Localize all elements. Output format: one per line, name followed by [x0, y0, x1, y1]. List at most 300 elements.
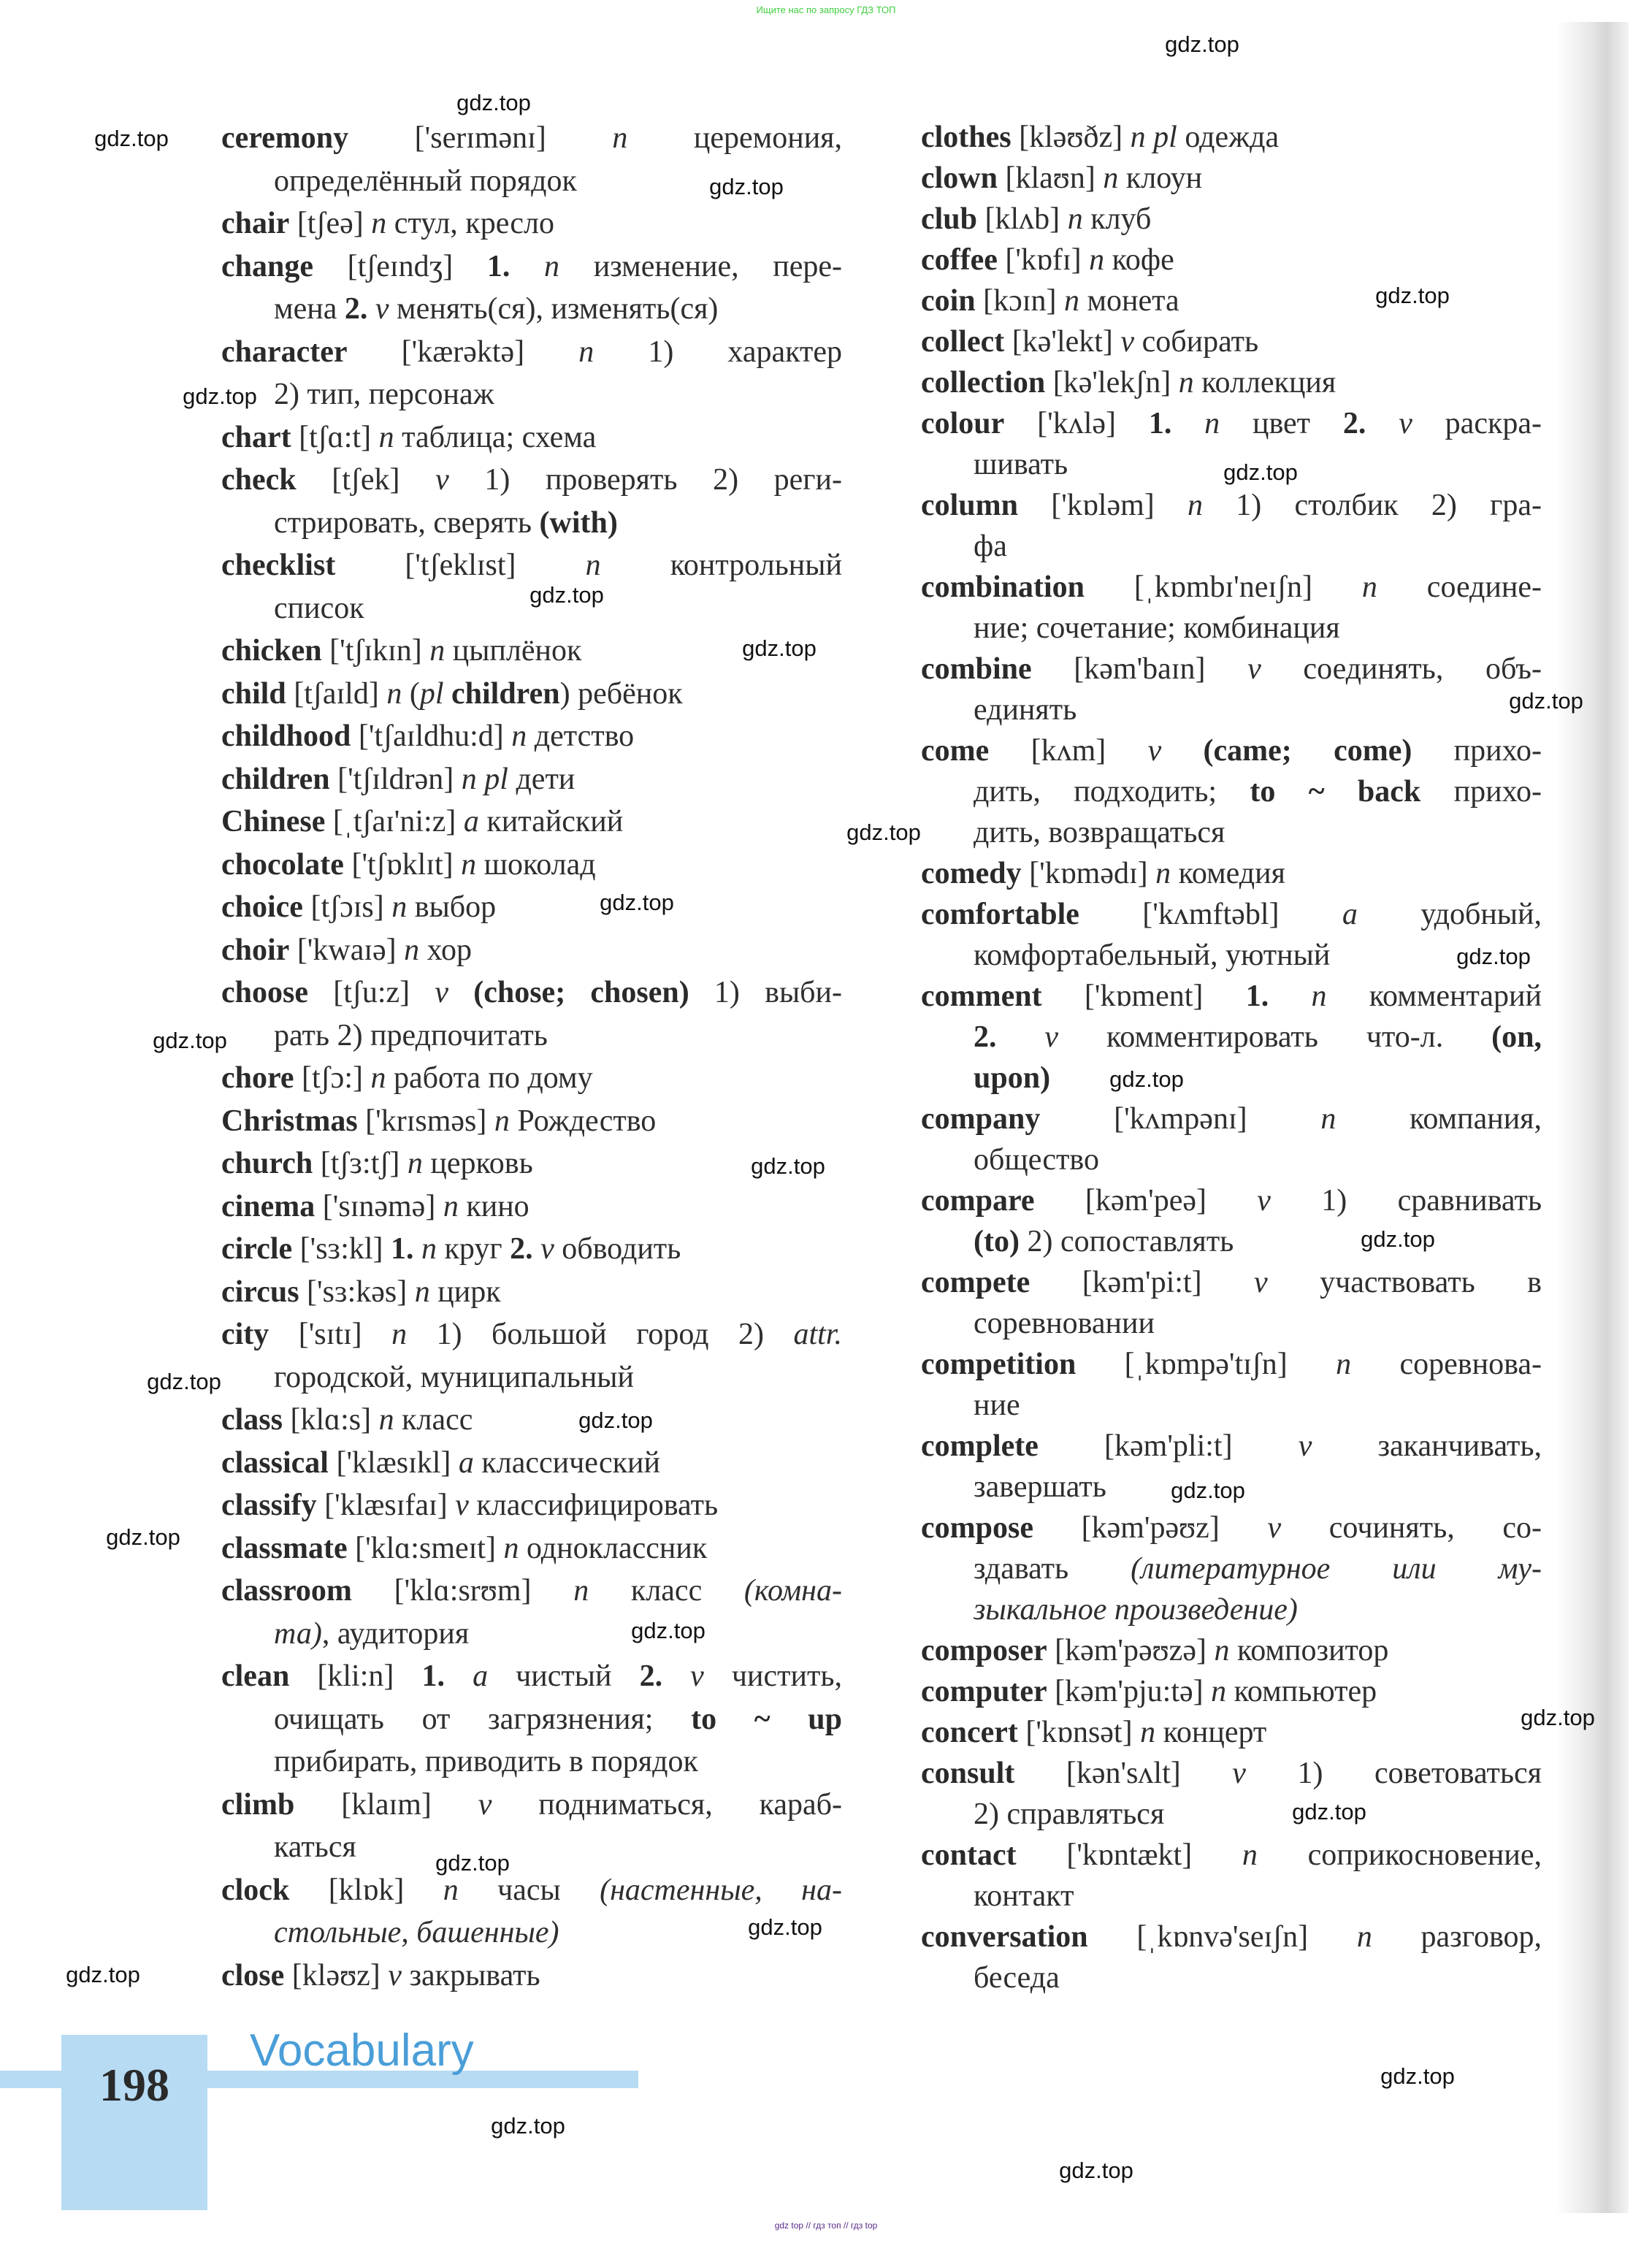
grammar-label: та): [274, 1616, 322, 1651]
dictionary-entry: [921, 567, 1542, 649]
entry-line: [921, 158, 1542, 199]
grammar-label: v: [435, 463, 449, 497]
bold-text: (on,: [1491, 1020, 1542, 1054]
headword: check: [221, 463, 297, 497]
grammar-label: n: [1178, 366, 1194, 400]
entry-line: [921, 1548, 1542, 1589]
entry-line: [221, 929, 842, 972]
dictionary-entry: [921, 240, 1542, 280]
entry-text: круг: [437, 1232, 510, 1266]
entry-text: композитор: [1229, 1634, 1389, 1667]
watermark: gdz.top: [1361, 1226, 1435, 1252]
entry-text: ) ребёнок: [559, 676, 683, 711]
grammar-label: n: [612, 121, 628, 155]
entry-line: [221, 373, 842, 416]
entry-text: [1171, 407, 1204, 440]
entry-text: мена: [274, 292, 345, 326]
grammar-label: n: [386, 676, 402, 711]
dictionary-entry: [921, 485, 1542, 567]
entry-line: [921, 1221, 1542, 1262]
entry-text: дить, возвращаться: [974, 816, 1225, 849]
entry-text: ['sɪtɪ]: [269, 1318, 392, 1351]
grammar-label: v: [1147, 734, 1162, 768]
entry-line: [221, 1185, 842, 1229]
watermark: gdz.top: [751, 1153, 825, 1179]
grammar-label: a: [463, 805, 479, 838]
entry-text: комфортабельный, уютный: [974, 939, 1331, 972]
headword: clean: [221, 1659, 290, 1693]
bold-text: (to): [974, 1225, 1020, 1258]
entry-text: ние: [974, 1388, 1020, 1422]
headword: chocolate: [221, 847, 344, 882]
headword: classroom: [221, 1574, 352, 1608]
dictionary-entry: [921, 362, 1542, 403]
entry-line: [921, 853, 1542, 894]
entry-text: стул, кресло: [386, 207, 554, 240]
dictionary-entry: [221, 1784, 842, 1869]
grammar-label: v: [435, 976, 449, 1009]
entry-line: [921, 812, 1542, 853]
watermark: gdz.top: [1456, 944, 1531, 969]
headword: comfortable: [921, 898, 1079, 931]
dictionary-entry: [221, 1057, 842, 1100]
entry-text: (: [402, 676, 420, 711]
entry-text: комедия: [1171, 857, 1285, 890]
entry-text: детство: [527, 719, 635, 753]
headword: classical: [221, 1445, 329, 1480]
dictionary-entry: [221, 202, 842, 245]
dictionary-entry: [221, 416, 842, 459]
entry-line: [921, 1262, 1542, 1303]
entry-text: компания,: [1336, 1102, 1542, 1136]
dictionary-entry: [221, 800, 842, 844]
grammar-label: n: [573, 1574, 589, 1608]
entry-text: ['kɒnsət]: [1017, 1716, 1141, 1749]
entry-line: [221, 1271, 842, 1314]
entry-text: соприкосновение,: [1257, 1838, 1542, 1872]
watermark: gdz.top: [1171, 1478, 1245, 1503]
headword: character: [221, 335, 348, 369]
dictionary-entry: [221, 1142, 842, 1185]
grammar-label: v: [455, 1489, 469, 1522]
entry-text: дить, подходить;: [974, 775, 1250, 809]
grammar-label: n: [494, 1104, 510, 1138]
entry-text: единять: [974, 693, 1077, 727]
grammar-label: n: [1140, 1716, 1156, 1749]
entry-text: [kləʊðz]: [1011, 121, 1131, 154]
entry-text: 1) выби-: [689, 976, 842, 1009]
headword: come: [921, 734, 990, 768]
watermark: gdz.top: [1521, 1705, 1595, 1730]
dictionary-entry: [221, 459, 842, 544]
entry-line: [221, 800, 842, 844]
dictionary-entry: [921, 1671, 1542, 1712]
entry-text: ['kwaɪə]: [289, 933, 405, 967]
headword: comedy: [921, 857, 1022, 890]
watermark: gdz.top: [578, 1407, 653, 1433]
entry-text: чистый: [488, 1659, 640, 1693]
entry-line: [921, 1426, 1542, 1467]
headword: collection: [921, 366, 1046, 400]
entry-text: ['sɜ:kəs]: [299, 1275, 415, 1309]
grammar-label: n: [1063, 284, 1079, 318]
grammar-label: v: [388, 1958, 402, 1992]
headword: church: [221, 1147, 313, 1180]
entry-text: ['kɒmədɪ]: [1021, 857, 1156, 890]
headword: composer: [921, 1634, 1047, 1667]
grammar-label: n: [391, 890, 408, 924]
entry-line: [921, 771, 1542, 812]
headword: club: [921, 202, 978, 236]
entry-line: [921, 1385, 1542, 1426]
dictionary-entry: [221, 1228, 842, 1271]
bold-text: 1.: [1245, 979, 1269, 1013]
grammar-label: n: [1242, 1838, 1258, 1872]
headword: class: [221, 1403, 283, 1437]
entry-text: городской, муниципальный: [274, 1360, 634, 1394]
headword: close: [221, 1958, 285, 1992]
entry-text: определённый порядок: [274, 164, 577, 198]
headword: conversation: [921, 1920, 1088, 1954]
entry-text: [tʃaɪld]: [286, 676, 387, 711]
entry-line: [921, 730, 1542, 771]
bold-text: 1.: [1148, 407, 1172, 440]
entry-text: [ˌtʃaɪ'ni:z]: [325, 805, 464, 838]
entry-text: каться: [274, 1830, 356, 1864]
headword: choir: [221, 933, 290, 967]
entry-text: [tʃeə]: [289, 207, 372, 240]
entry-line: [221, 1655, 842, 1698]
headword: clothes: [921, 121, 1012, 154]
watermark: gdz.top: [1380, 2063, 1455, 2089]
headword: combination: [921, 570, 1085, 604]
grammar-label: n: [443, 1189, 459, 1223]
entry-text: ['kɒntækt]: [1016, 1838, 1242, 1872]
entry-text: контакт: [974, 1879, 1074, 1913]
entry-line: [221, 1784, 842, 1827]
entry-text: прихо-: [1412, 734, 1542, 768]
entry-line: [221, 758, 842, 801]
watermark: gdz.top: [1223, 459, 1298, 485]
entry-text: [kləʊz]: [284, 1958, 389, 1992]
watermark: gdz.top: [435, 1850, 510, 1876]
entry-line: [221, 1570, 842, 1613]
entry-text: [kʌm]: [989, 734, 1148, 768]
vocabulary-column-right: [921, 117, 1542, 1998]
dictionary-entry: [921, 1712, 1542, 1753]
entry-text: шивать: [974, 448, 1068, 481]
entry-line: [921, 526, 1542, 567]
headword: Christmas: [221, 1104, 358, 1138]
entry-text: [kəm'pli:t]: [1038, 1429, 1299, 1463]
grammar-label: n: [378, 1403, 394, 1437]
headword: coffee: [921, 243, 998, 277]
entry-line: [921, 1180, 1542, 1221]
dictionary-entry: [921, 1262, 1542, 1344]
entry-text: [kəm'baɪn]: [1031, 652, 1248, 686]
watermark: gdz.top: [600, 890, 674, 915]
entry-text: соревнова-: [1351, 1348, 1542, 1381]
entry-text: классифицировать: [468, 1489, 719, 1522]
bold-text: to ~ up: [691, 1702, 842, 1736]
entry-text: ['krɪsməs]: [357, 1104, 494, 1138]
entry-text: цвет: [1220, 407, 1343, 440]
grammar-label: n: [578, 335, 594, 369]
entry-line: [221, 1399, 842, 1442]
headword: circus: [221, 1275, 299, 1309]
headword: compare: [921, 1184, 1035, 1218]
entry-line: [921, 1671, 1542, 1712]
dictionary-entry: [221, 1185, 842, 1229]
dictionary-entry: [921, 1344, 1542, 1426]
watermark: gdz.top: [1165, 31, 1239, 57]
bold-text: 2.: [510, 1232, 533, 1266]
entry-text: ['serɪmənɪ]: [348, 121, 613, 155]
section-title: Vocabulary: [250, 2025, 474, 2076]
entry-text: [tʃeɪndʒ]: [313, 249, 487, 283]
entry-text: [997, 1020, 1045, 1054]
entry-line: [921, 1508, 1542, 1548]
entry-text: подниматься, караб-: [492, 1787, 842, 1822]
entry-text: ['kɒment]: [1041, 979, 1246, 1013]
headword: collect: [921, 325, 1005, 359]
bold-text: children: [451, 676, 560, 711]
bold-text: upon): [974, 1061, 1051, 1095]
entry-text: класс: [589, 1574, 744, 1608]
dictionary-entry: [921, 158, 1542, 199]
headword: chicken: [221, 634, 322, 668]
entry-text: здавать: [974, 1552, 1131, 1586]
grammar-label: стольные, башенные): [274, 1916, 559, 1949]
entry-line: [221, 1356, 842, 1399]
entry-line: [221, 971, 842, 1014]
dictionary-entry: [921, 1835, 1542, 1917]
entry-text: соедине-: [1377, 570, 1542, 604]
entry-text: 1) характер: [594, 335, 842, 369]
watermark: gdz.top: [1109, 1066, 1184, 1092]
grammar-label: n: [1211, 1675, 1227, 1708]
entry-line: [921, 935, 1542, 976]
entry-text: дети: [508, 762, 575, 796]
entry-text: 2) справляться: [974, 1797, 1165, 1831]
headword: computer: [921, 1675, 1047, 1708]
entry-text: 2) тип, персонаж: [274, 378, 494, 411]
dictionary-entry: [221, 1100, 842, 1143]
bold-text: (came; come): [1203, 734, 1412, 768]
entry-text: заканчивать,: [1312, 1429, 1542, 1463]
entry-text: монета: [1079, 284, 1179, 318]
page-fold-shadow: [1556, 22, 1629, 2213]
entry-text: [367, 292, 375, 326]
entry-line: [221, 1613, 842, 1656]
headword: checklist: [221, 549, 336, 582]
entry-text: [662, 1659, 690, 1693]
headword: children: [221, 762, 330, 796]
entry-text: ['kɒləm]: [1018, 489, 1188, 522]
dictionary-entry: [221, 929, 842, 972]
dictionary-entry: [221, 245, 842, 331]
grammar-label: v: [1044, 1020, 1059, 1054]
watermark: gdz.top: [1375, 283, 1450, 308]
grammar-label: n: [404, 933, 420, 967]
dictionary-entry: [221, 1869, 842, 1954]
entry-text: 1) советоваться: [1245, 1757, 1542, 1790]
grammar-label: (литературное или му-: [1131, 1552, 1542, 1586]
entry-line: [921, 1957, 1542, 1998]
headword: company: [921, 1102, 1041, 1136]
entry-text: беседа: [974, 1961, 1060, 1995]
dictionary-entry: [921, 1917, 1542, 1998]
watermark: gdz.top: [742, 635, 817, 661]
entry-text: [445, 1659, 473, 1693]
entry-line: [921, 403, 1542, 444]
entry-line: [221, 117, 842, 160]
entry-line: [221, 1057, 842, 1100]
headword: chair: [221, 207, 290, 240]
entry-text: ['klɑ:smeɪt]: [347, 1531, 504, 1565]
watermark: gdz.top: [631, 1618, 705, 1643]
entry-text: разговор,: [1372, 1920, 1542, 1954]
entry-line: [921, 1139, 1542, 1180]
entry-text: [kə'lekt]: [1004, 325, 1121, 359]
entry-text: [klaɪm]: [294, 1787, 478, 1822]
watermark: gdz.top: [66, 1962, 140, 1987]
entry-text: комментировать что-л.: [1058, 1020, 1492, 1054]
grammar-label: v: [1232, 1757, 1246, 1790]
entry-text: [kəm'pi:t]: [1030, 1266, 1254, 1299]
entry-text: [ˌkɒmpə'tɪʃn]: [1076, 1348, 1336, 1381]
grammar-label: n: [429, 634, 445, 668]
headword: classify: [221, 1489, 317, 1522]
entry-text: ['tʃaɪldhu:d]: [351, 719, 512, 753]
entry-line: [921, 1753, 1542, 1794]
watermark: gdz.top: [147, 1369, 221, 1394]
entry-text: изменение, пере-: [559, 249, 842, 283]
entry-text: ['tʃeklɪst]: [335, 549, 586, 582]
entry-text: , аудитория: [321, 1616, 470, 1651]
entry-text: одежда: [1177, 121, 1280, 154]
entry-text: общество: [974, 1143, 1099, 1177]
entry-line: [921, 1058, 1542, 1098]
headword: choose: [221, 976, 308, 1009]
entry-text: ['kʌmpənɪ]: [1040, 1102, 1321, 1136]
dictionary-entry: [221, 673, 842, 716]
watermark: gdz.top: [709, 174, 784, 199]
dictionary-entry: [221, 1442, 842, 1485]
watermark: gdz.top: [846, 819, 921, 845]
entry-line: [921, 608, 1542, 649]
entry-text: хор: [419, 933, 473, 967]
entry-line: [221, 502, 842, 545]
entry-text: [kəm'pəʊz]: [1033, 1511, 1268, 1545]
headword: climb: [221, 1787, 295, 1822]
entry-text: закрывать: [401, 1958, 540, 1992]
bold-text: 2.: [1342, 407, 1366, 440]
entry-line: [921, 894, 1542, 935]
entry-text: ['klæsɪfaɪ]: [316, 1489, 456, 1522]
entry-line: [221, 673, 842, 716]
watermark: gdz.top: [106, 1524, 180, 1550]
grammar-label: pl: [419, 676, 444, 711]
grammar-label: n pl: [1130, 121, 1177, 154]
grammar-label: n: [391, 1318, 408, 1351]
entry-text: собирать: [1134, 325, 1259, 359]
entry-line: [921, 1098, 1542, 1139]
entry-text: [ˌkɒnvə'seɪʃn]: [1087, 1920, 1357, 1954]
grammar-label: v: [1254, 1266, 1268, 1299]
entry-line: [921, 1712, 1542, 1753]
watermark: gdz.top: [1292, 1799, 1366, 1824]
bold-text: 1.: [421, 1659, 445, 1693]
entry-text: [1269, 979, 1311, 1013]
grammar-label: v: [1298, 1429, 1312, 1463]
entry-text: кофе: [1104, 243, 1174, 277]
entry-line: [921, 1630, 1542, 1671]
entry-text: 1) большой город 2): [407, 1318, 794, 1351]
entry-line: [221, 1484, 842, 1527]
entry-line: [221, 544, 842, 587]
headword: compete: [921, 1266, 1030, 1299]
grammar-label: n: [1204, 407, 1220, 440]
watermark: gdz.top: [456, 90, 531, 115]
entry-text: менять(ся), изменять(ся): [389, 292, 719, 326]
entry-text: комментарий: [1326, 979, 1542, 1013]
grammar-label: n: [1155, 857, 1171, 890]
entry-line: [221, 1698, 842, 1741]
grammar-label: n: [1214, 1634, 1230, 1667]
dictionary-entry: [921, 649, 1542, 730]
entry-line: [221, 1313, 842, 1356]
headword: Chinese: [221, 805, 326, 838]
headword: column: [921, 489, 1019, 522]
entry-text: Рождество: [509, 1104, 657, 1138]
headword: clown: [921, 161, 998, 195]
entry-text: [tʃu:z]: [308, 976, 435, 1009]
dictionary-entry: [921, 730, 1542, 853]
entry-text: чистить,: [703, 1659, 842, 1693]
grammar-label: n: [503, 1531, 519, 1565]
watermark: gdz.top: [1059, 2158, 1133, 2183]
grammar-label: v: [1247, 652, 1261, 686]
entry-line: [221, 459, 842, 502]
entry-text: [533, 1232, 541, 1266]
entry-text: клуб: [1082, 202, 1152, 236]
dictionary-entry: [221, 1570, 842, 1655]
entry-text: класс: [394, 1403, 473, 1437]
entry-text: коллекция: [1193, 366, 1336, 400]
dictionary-entry: [221, 1954, 842, 1998]
grammar-label: n: [1356, 1920, 1372, 1954]
dictionary-entry: [921, 1508, 1542, 1630]
grammar-label: n: [1320, 1102, 1336, 1136]
headword: coin: [921, 284, 976, 318]
entry-line: [921, 1303, 1542, 1344]
entry-text: концерт: [1155, 1716, 1267, 1749]
dictionary-entry: [921, 321, 1542, 362]
grammar-label: n: [1361, 570, 1377, 604]
grammar-label: n: [421, 1232, 437, 1266]
grammar-label: n: [414, 1275, 430, 1309]
entry-text: ['tʃɪkɪn]: [321, 634, 430, 668]
dictionary-entry: [221, 1271, 842, 1314]
dictionary-entry: [921, 1753, 1542, 1835]
grammar-label: v: [478, 1787, 492, 1822]
dictionary-entry: [221, 1527, 842, 1570]
dictionary-entry: [221, 886, 842, 929]
grammar-label: v: [1399, 407, 1412, 440]
dictionary-entry: [221, 971, 842, 1057]
grammar-label: attr.: [793, 1318, 842, 1351]
